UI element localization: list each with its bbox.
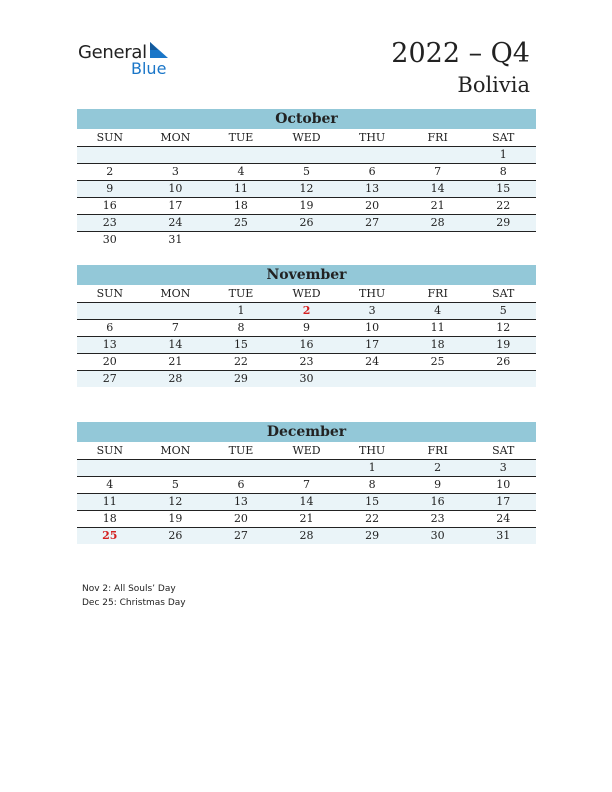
day-cell: 17 <box>496 495 511 508</box>
day-cell: 6 <box>106 321 114 334</box>
week-row <box>77 371 536 387</box>
week-row <box>77 511 536 528</box>
day-cell <box>339 147 405 163</box>
day-cell: 28 <box>299 529 314 542</box>
day-cell <box>143 460 209 476</box>
day-cell: 10 <box>496 478 511 491</box>
day-cell: 21 <box>430 199 445 212</box>
day-cell: 27 <box>233 529 248 542</box>
weekday-label: THU <box>359 287 386 300</box>
day-cell <box>339 232 405 248</box>
month-december <box>77 422 536 544</box>
day-cell <box>143 147 209 163</box>
week-row <box>77 337 536 354</box>
day-cell <box>208 232 274 248</box>
day-cell: 29 <box>496 216 511 229</box>
day-cell: 2 <box>106 165 114 178</box>
week-row <box>77 215 536 232</box>
month-november <box>77 265 536 387</box>
week-row <box>77 528 536 544</box>
weekday-label: FRI <box>427 131 448 144</box>
day-cell: 24 <box>365 355 380 368</box>
weekday-label: TUE <box>228 131 254 144</box>
day-cell: 26 <box>496 355 511 368</box>
day-cell: 10 <box>365 321 380 334</box>
day-cell: 27 <box>102 372 117 385</box>
day-cell: 16 <box>102 199 117 212</box>
day-cell: 13 <box>233 495 248 508</box>
day-cell: 25 <box>233 216 248 229</box>
day-cell: 9 <box>303 321 311 334</box>
day-cell: 8 <box>237 321 245 334</box>
weekday-label: WED <box>292 131 321 144</box>
week-row <box>77 303 536 320</box>
page-title: 2022 – Q4 <box>391 38 530 69</box>
day-cell: 12 <box>168 495 183 508</box>
week-row <box>77 232 536 248</box>
week-row <box>77 494 536 511</box>
day-cell: 24 <box>168 216 183 229</box>
day-cell: 25 <box>102 529 118 542</box>
day-cell: 13 <box>102 338 117 351</box>
day-cell <box>208 460 274 476</box>
week-row <box>77 354 536 371</box>
day-cell <box>405 371 471 387</box>
weekday-label: WED <box>292 444 321 457</box>
day-cell: 26 <box>299 216 314 229</box>
week-row <box>77 147 536 164</box>
day-cell: 29 <box>233 372 248 385</box>
holiday-note: Nov 2: All Souls’ Day <box>82 584 176 594</box>
weekday-label: SUN <box>96 444 123 457</box>
day-cell: 3 <box>368 304 376 317</box>
day-cell <box>77 460 143 476</box>
day-cell: 30 <box>102 233 117 246</box>
day-cell: 1 <box>237 304 245 317</box>
day-cell: 10 <box>168 182 183 195</box>
day-cell: 25 <box>430 355 445 368</box>
holiday-notes <box>82 582 186 610</box>
month-header: December <box>77 422 536 442</box>
day-cell <box>470 232 536 248</box>
day-cell: 5 <box>171 478 179 491</box>
day-cell: 4 <box>106 478 114 491</box>
week-row <box>77 477 536 494</box>
day-cell: 15 <box>496 182 511 195</box>
weekday-label: MON <box>160 287 191 300</box>
day-cell: 18 <box>430 338 445 351</box>
day-cell: 23 <box>299 355 314 368</box>
day-cell: 2 <box>434 461 442 474</box>
day-cell: 7 <box>434 165 442 178</box>
day-cell: 30 <box>299 372 314 385</box>
day-cell: 4 <box>434 304 442 317</box>
day-cell: 6 <box>237 478 245 491</box>
weekday-label: SAT <box>492 131 515 144</box>
day-cell: 18 <box>233 199 248 212</box>
weekday-label: MON <box>160 131 191 144</box>
week-row <box>77 460 536 477</box>
day-cell: 20 <box>233 512 248 525</box>
day-cell: 22 <box>496 199 511 212</box>
day-cell: 11 <box>102 495 117 508</box>
day-cell: 20 <box>365 199 380 212</box>
day-cell: 5 <box>499 304 507 317</box>
logo-triangle-icon <box>148 40 170 60</box>
holiday-note: Dec 25: Christmas Day <box>82 598 186 608</box>
weekday-label: MON <box>160 444 191 457</box>
day-cell: 22 <box>365 512 380 525</box>
day-cell: 30 <box>430 529 445 542</box>
week-row <box>77 198 536 215</box>
day-cell <box>77 147 143 163</box>
day-cell: 1 <box>499 148 507 161</box>
day-cell: 11 <box>430 321 445 334</box>
day-cell: 17 <box>168 199 183 212</box>
day-cell: 2 <box>302 304 311 317</box>
day-cell: 12 <box>496 321 511 334</box>
day-cell: 24 <box>496 512 511 525</box>
day-cell: 1 <box>368 461 376 474</box>
day-cell: 12 <box>299 182 314 195</box>
day-cell: 19 <box>299 199 314 212</box>
day-cell: 29 <box>365 529 380 542</box>
weekday-label: THU <box>359 444 386 457</box>
day-cell: 16 <box>299 338 314 351</box>
day-cell: 7 <box>171 321 179 334</box>
day-cell: 22 <box>233 355 248 368</box>
weekday-label: TUE <box>228 287 254 300</box>
day-cell: 14 <box>430 182 445 195</box>
month-header: October <box>77 109 536 129</box>
month-header: November <box>77 265 536 285</box>
month-october <box>77 109 536 248</box>
day-cell: 9 <box>434 478 442 491</box>
logo-general-text: General <box>78 42 147 63</box>
week-row <box>77 181 536 198</box>
weekday-label: FRI <box>427 287 448 300</box>
day-cell: 5 <box>303 165 311 178</box>
day-cell: 19 <box>496 338 511 351</box>
day-cell <box>405 232 471 248</box>
week-row <box>77 164 536 181</box>
day-cell: 27 <box>365 216 380 229</box>
day-cell: 15 <box>233 338 248 351</box>
day-cell: 7 <box>303 478 311 491</box>
day-cell: 3 <box>171 165 179 178</box>
day-cell <box>274 460 340 476</box>
weekday-label: FRI <box>427 444 448 457</box>
day-cell: 11 <box>233 182 248 195</box>
day-cell: 31 <box>168 233 183 246</box>
day-cell <box>405 147 471 163</box>
weekday-label: SUN <box>96 131 123 144</box>
day-cell <box>339 371 405 387</box>
day-cell: 20 <box>102 355 117 368</box>
day-cell: 9 <box>106 182 114 195</box>
day-cell: 26 <box>168 529 183 542</box>
day-cell: 6 <box>368 165 376 178</box>
day-cell: 23 <box>102 216 117 229</box>
weekday-label: THU <box>359 131 386 144</box>
day-cell: 8 <box>368 478 376 491</box>
day-cell <box>470 371 536 387</box>
day-cell: 31 <box>496 529 511 542</box>
day-cell: 21 <box>168 355 183 368</box>
weekday-header-row <box>77 442 536 460</box>
day-cell: 23 <box>430 512 445 525</box>
weekday-header-row <box>77 129 536 147</box>
day-cell: 15 <box>365 495 380 508</box>
day-cell: 28 <box>168 372 183 385</box>
day-cell: 3 <box>499 461 507 474</box>
day-cell: 28 <box>430 216 445 229</box>
day-cell: 4 <box>237 165 245 178</box>
day-cell <box>208 147 274 163</box>
weekday-label: SAT <box>492 444 515 457</box>
day-cell: 17 <box>365 338 380 351</box>
day-cell: 16 <box>430 495 445 508</box>
weekday-label: TUE <box>228 444 254 457</box>
day-cell: 13 <box>365 182 380 195</box>
weekday-label: WED <box>292 287 321 300</box>
weekday-label: SAT <box>492 287 515 300</box>
day-cell: 18 <box>102 512 117 525</box>
country-name: Bolivia <box>457 73 530 97</box>
brand-logo <box>78 40 178 80</box>
week-row <box>77 320 536 337</box>
day-cell: 21 <box>299 512 314 525</box>
day-cell: 14 <box>299 495 314 508</box>
day-cell: 19 <box>168 512 183 525</box>
day-cell <box>274 232 340 248</box>
weekday-header-row <box>77 285 536 303</box>
day-cell: 14 <box>168 338 183 351</box>
day-cell: 8 <box>499 165 507 178</box>
logo-blue-text: Blue <box>131 59 167 78</box>
day-cell <box>77 303 143 319</box>
day-cell <box>143 303 209 319</box>
day-cell <box>274 147 340 163</box>
weekday-label: SUN <box>96 287 123 300</box>
